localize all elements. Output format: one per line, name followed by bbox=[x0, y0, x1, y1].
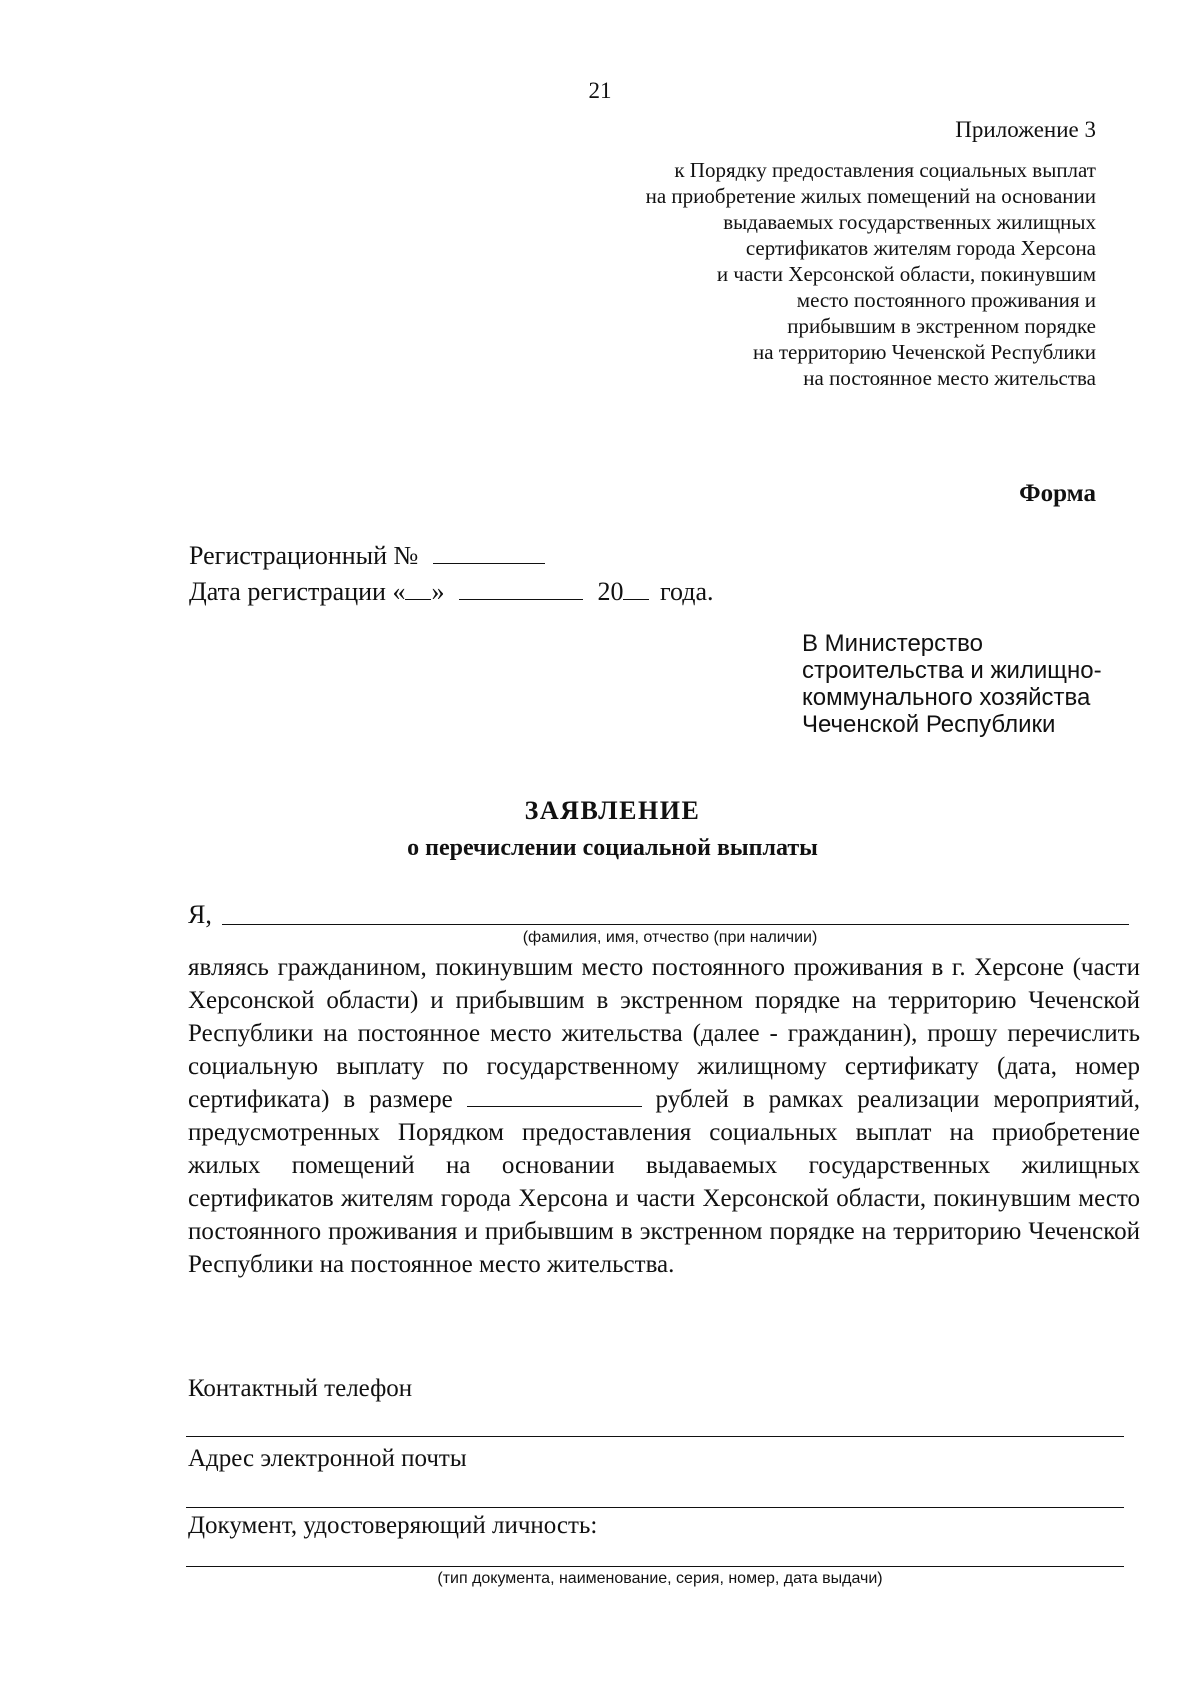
appendix-reference-line: прибывшим в экстренном порядке bbox=[787, 314, 1096, 338]
addressee-line: строительства и жилищно- bbox=[802, 657, 1102, 684]
registration-date-row bbox=[189, 574, 714, 610]
id-document-label: Документ, удостоверяющий личность: bbox=[188, 1512, 598, 1539]
appendix-title: Приложение 3 bbox=[955, 117, 1096, 142]
registration-year-suffix: года. bbox=[659, 577, 714, 606]
document-title: ЗАЯВЛЕНИЕ bbox=[524, 796, 701, 825]
registration-year-field[interactable] bbox=[623, 575, 649, 600]
form-label: Форма bbox=[1019, 480, 1096, 507]
addressee-line: В Министерство bbox=[802, 630, 983, 657]
id-document-field[interactable] bbox=[186, 1566, 1124, 1567]
phone-field[interactable] bbox=[186, 1436, 1124, 1437]
appendix-reference-line: на территорию Чеченской Республики bbox=[753, 340, 1096, 364]
registration-number-label: Регистрационный № bbox=[189, 541, 419, 570]
registration-date-label: Дата регистрации « bbox=[189, 577, 406, 606]
appendix-reference-line: сертификатов жителям города Херсона bbox=[745, 236, 1096, 260]
application-body-part1: являясь гражданином, покинувшим место постоянного проживания в г. Херсоне (части Херсонской области) и прибывшим в экстренном порядке на территорию Чеченской Республики на постоянное место жительства (далее - гражданин), прошу перечислить социальную выплату по государственному жилищному сертификату (дата, номер сертификата) в размере bbox=[188, 954, 1140, 1113]
addressee-line: коммунального хозяйства bbox=[802, 684, 1091, 711]
addressee bbox=[802, 630, 1102, 738]
appendix-reference bbox=[646, 157, 1096, 391]
email-field[interactable] bbox=[186, 1507, 1124, 1508]
registration-year-prefix: 20 bbox=[597, 577, 624, 606]
email-label: Адрес электронной почты bbox=[188, 1445, 467, 1472]
applicant-name-hint: (фамилия, имя, отчество (при наличии) bbox=[522, 929, 818, 946]
appendix-reference-line: и части Херсонской области, покинувшим bbox=[716, 262, 1096, 286]
applicant-name-field[interactable] bbox=[222, 924, 1129, 925]
application-body-part2: рублей в рамках реализации мероприятий, предусмотренных Порядком предоставления социальных выплат на приобретение жилых помещений на основании выдаваемых государственных жилищных сертификатов жителям города Херсона и части Херсонской области, покинувшим место постоянного проживания и прибывшим в экстренном порядке на территорию Чеченской Республики на постоянное место жительства. bbox=[188, 1086, 1140, 1278]
registration-number-field[interactable] bbox=[433, 539, 545, 564]
page-number: 21 bbox=[588, 78, 612, 103]
phone-label: Контактный телефон bbox=[188, 1375, 413, 1402]
id-document-hint: (тип документа, наименование, серия, номер, дата выдачи) bbox=[437, 1570, 883, 1587]
appendix-reference-line: на приобретение жилых помещений на основании bbox=[645, 184, 1096, 208]
registration-date-quote: » bbox=[431, 577, 445, 606]
appendix-reference-line: выдаваемых государственных жилищных bbox=[723, 210, 1096, 234]
registration-number-row bbox=[189, 538, 714, 574]
addressee-line: Чеченской Республики bbox=[802, 711, 1056, 738]
registration-month-field[interactable] bbox=[459, 575, 583, 600]
application-body bbox=[188, 951, 1140, 1281]
document-subtitle: о перечислении социальной выплаты bbox=[407, 835, 818, 861]
registration-day-field[interactable] bbox=[405, 575, 431, 600]
applicant-prefix: Я, bbox=[188, 900, 212, 929]
amount-field[interactable] bbox=[467, 1084, 642, 1107]
registration-block bbox=[189, 538, 714, 610]
appendix-reference-line: к Порядку предоставления социальных выплат bbox=[674, 158, 1096, 182]
appendix-reference-line: место постоянного проживания и bbox=[796, 288, 1096, 312]
appendix-reference-line: на постоянное место жительства bbox=[803, 366, 1096, 390]
